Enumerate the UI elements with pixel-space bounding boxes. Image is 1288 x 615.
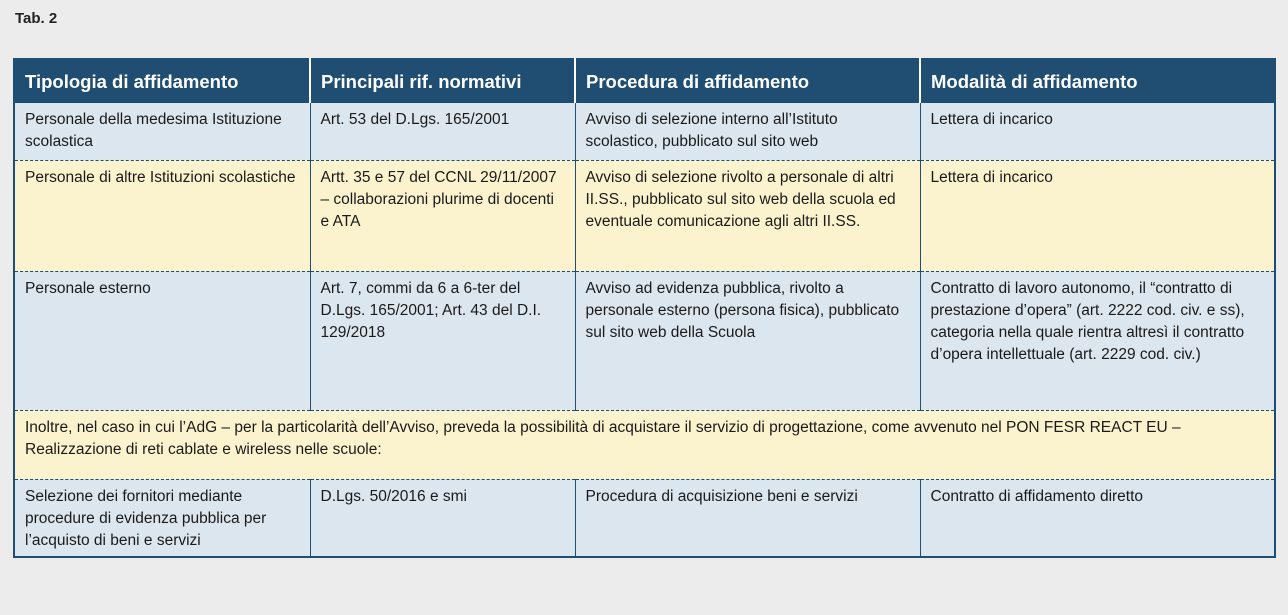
header-tipologia: Tipologia di affidamento (14, 59, 310, 103)
cell-tipologia: Personale della medesima Istituzione scolastica (14, 103, 310, 160)
table-caption: Tab. 2 (15, 10, 58, 27)
cell-riferimenti: Art. 7, commi da 6 a 6-ter del D.Lgs. 165/2001; Art. 43 del D.I. 129/2018 (310, 271, 575, 410)
cell-modalita: Contratto di lavoro autonomo, il “contratto di prestazione d’opera” (art. 2222 cod. civ. e ss), categoria nella quale rientra altresì il contratto d’opera intellettuale (art. 2229 cod. civ.) (920, 271, 1275, 410)
cell-tipologia: Personale di altre Istituzioni scolastiche (14, 160, 310, 271)
cell-procedura: Avviso di selezione interno all’Istituto scolastico, pubblicato sul sito web (575, 103, 920, 160)
cell-modalita: Lettera di incarico (920, 103, 1275, 160)
table-row (14, 103, 1275, 160)
affidamento-table (13, 58, 1276, 558)
cell-riferimenti: Artt. 35 e 57 del CCNL 29/11/2007 – collaborazioni plurime di docenti e ATA (310, 160, 575, 271)
header-procedura: Procedura di affidamento (575, 59, 920, 103)
header-row (14, 59, 1275, 103)
table-row (14, 479, 1275, 557)
cell-modalita: Contratto di affidamento diretto (920, 479, 1275, 557)
header-modalita: Modalità di affidamento (920, 59, 1275, 103)
cell-modalita: Lettera di incarico (920, 160, 1275, 271)
cell-procedura: Procedura di acquisizione beni e servizi (575, 479, 920, 557)
cell-tipologia: Selezione dei fornitori mediante procedure di evidenza pubblica per l’acquisto di beni e servizi (14, 479, 310, 557)
table-row (14, 160, 1275, 271)
note-row (14, 410, 1275, 479)
cell-riferimenti: Art. 53 del D.Lgs. 165/2001 (310, 103, 575, 160)
cell-riferimenti: D.Lgs. 50/2016 e smi (310, 479, 575, 557)
cell-procedura: Avviso ad evidenza pubblica, rivolto a personale esterno (persona fisica), pubblicato sul sito web della Scuola (575, 271, 920, 410)
note-cell: Inoltre, nel caso in cui l’AdG – per la particolarità dell’Avviso, preveda la possibilità di acquistare il servizio di progettazione, come avvenuto nel PON FESR REACT EU – Realizzazione di reti cablate e wireless nelle scuole: (14, 410, 1275, 479)
cell-procedura: Avviso di selezione rivolto a personale di altri II.SS., pubblicato sul sito web della scuola ed eventuale comunicazione agli altri II.SS. (575, 160, 920, 271)
header-riferimenti: Principali rif. normativi (310, 59, 575, 103)
table-row (14, 271, 1275, 410)
cell-tipologia: Personale esterno (14, 271, 310, 410)
